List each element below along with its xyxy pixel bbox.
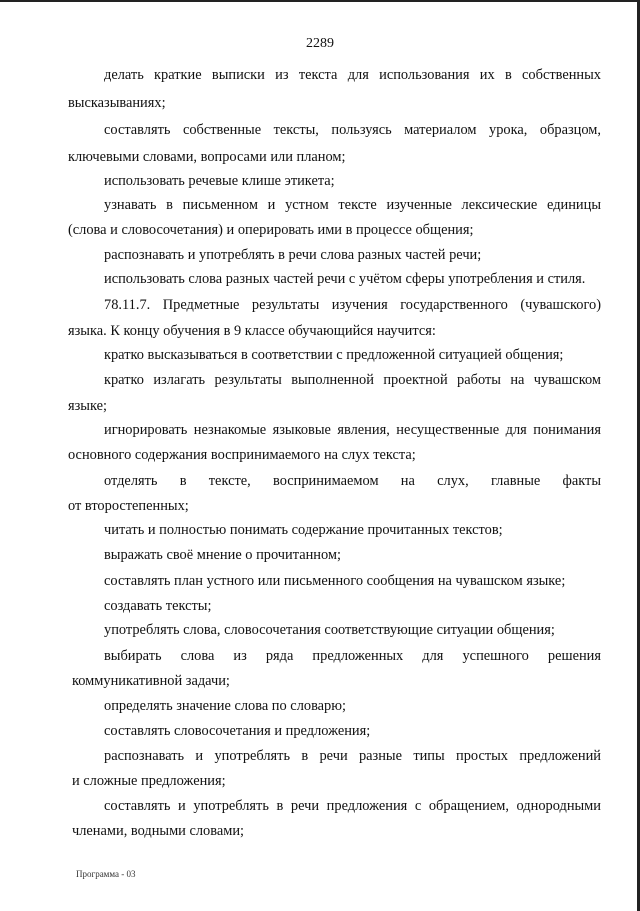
- text-line: читать и полностью понимать содержание прочитанных текстов;: [104, 522, 503, 538]
- text-line: выбирать слова из ряда предложенных для успешного решения: [104, 648, 601, 664]
- text-line: использовать слова разных частей речи с учётом сферы употребления и стиля.: [104, 271, 586, 287]
- text-line: от второстепенных;: [68, 498, 189, 514]
- text-line: делать краткие выписки из текста для использования их в собственных: [104, 67, 601, 83]
- text-line: составлять собственные тексты, пользуясь материалом урока, образцом,: [104, 122, 601, 138]
- text-line: составлять и употреблять в речи предложения с обращением, однородными: [104, 798, 601, 814]
- text-line: узнавать в письменном и устном тексте изученные лексические единицы: [104, 197, 601, 213]
- text-line: ключевыми словами, вопросами или планом;: [68, 149, 346, 165]
- text-line: распознавать и употреблять в речи разные типы простых предложений: [104, 748, 601, 764]
- text-line: языке;: [68, 398, 107, 414]
- text-line: использовать речевые клише этикета;: [104, 173, 335, 189]
- text-line: членами, водными словами;: [72, 823, 245, 839]
- text-line: и сложные предложения;: [72, 773, 226, 789]
- text-line: игнорировать незнакомые языковые явления, несущественные для понимания: [104, 422, 601, 438]
- text-line: 78.11.7. Предметные результаты изучения государственного (чувашского): [104, 297, 601, 313]
- text-line: употреблять слова, словосочетания соответствующие ситуации общения;: [104, 622, 555, 638]
- text-line: определять значение слова по словарю;: [104, 698, 347, 714]
- text-line: отделять в тексте, воспринимаемом на слух, главные факты: [104, 473, 601, 489]
- text-line: языка. К концу обучения в 9 классе обучающийся научится:: [68, 323, 436, 339]
- text-line: коммуникативной задачи;: [72, 673, 230, 689]
- page-footer: Программа - 03: [76, 869, 136, 879]
- text-line: распознавать и употреблять в речи слова разных частей речи;: [104, 247, 482, 263]
- text-line: составлять словосочетания и предложения;: [104, 723, 371, 739]
- text-line: составлять план устного или письменного сообщения на чувашском языке;: [104, 573, 566, 589]
- scan-edge-top: [0, 0, 640, 2]
- page-number: 2289: [306, 36, 334, 51]
- text-line: создавать тексты;: [104, 598, 212, 614]
- text-line: высказываниях;: [68, 95, 166, 111]
- text-line: кратко излагать результаты выполненной проектной работы на чувашском: [104, 372, 601, 388]
- text-line: основного содержания воспринимаемого на слух текста;: [68, 447, 416, 463]
- text-line: выражать своё мнение о прочитанном;: [104, 547, 342, 563]
- text-line: (слова и словосочетания) и оперировать ими в процессе общения;: [68, 222, 474, 238]
- text-line: кратко высказываться в соответствии с предложенной ситуацией общения;: [104, 347, 564, 363]
